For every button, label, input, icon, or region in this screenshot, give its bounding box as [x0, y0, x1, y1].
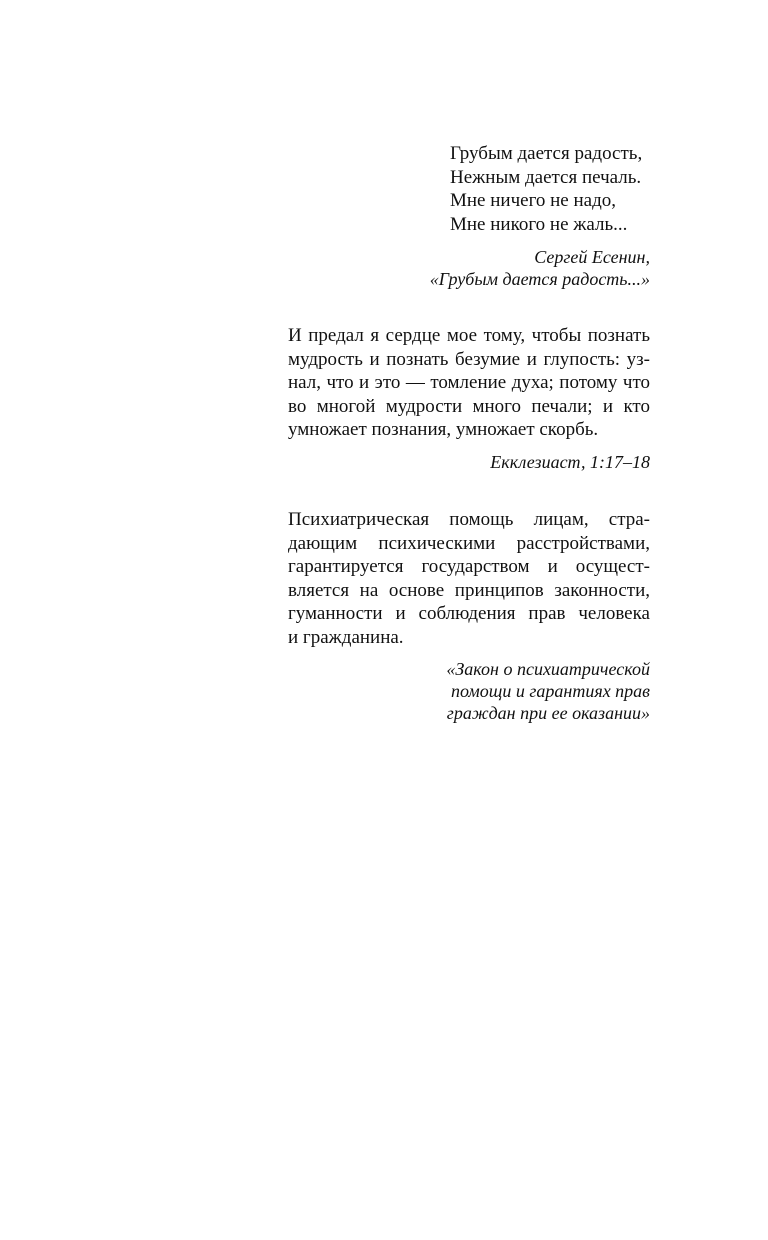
quote-line: нал, что и это — томление духа; потому что	[288, 372, 650, 393]
source-line: граждан при ее оказании»	[446, 703, 650, 723]
epigraph-source	[288, 658, 650, 724]
poem-line: Грубым дается радость,	[450, 143, 643, 164]
quote-text	[288, 508, 650, 649]
quote-line: во многой мудрости много печали; и кто	[288, 395, 650, 417]
source-line: Екклезиаст, 1:17–18	[490, 451, 650, 472]
epigraph-ecclesiastes	[288, 324, 650, 473]
quote-line: И предал я сердце мое тому, чтобы познать	[288, 325, 650, 346]
epigraph-law	[288, 508, 650, 724]
quote-text	[288, 324, 650, 442]
quote-line: мудрость и познать безумие и глупость: уз-	[288, 348, 650, 370]
source-line: «Грубым дается радость...»	[429, 269, 650, 289]
quote-line: гуманности и соблюдения прав человека	[288, 603, 650, 624]
poem-line: Мне ничего не надо,	[450, 190, 617, 211]
quote-line: вляется на основе принципов законности,	[288, 579, 650, 601]
poem-text	[450, 142, 650, 236]
quote-line: гарантируется государством и осущест-	[288, 556, 650, 577]
poem-line: Нежным дается печаль.	[450, 166, 642, 188]
source-line: «Закон о психиатрической	[446, 659, 650, 679]
poem-line: Мне никого не жаль...	[450, 213, 628, 235]
quote-line: умножает познания, умножает скорбь.	[288, 419, 599, 440]
epigraph-source	[288, 451, 650, 473]
source-line: Сергей Есенин,	[534, 247, 650, 267]
epigraph-esenin	[288, 142, 650, 290]
quote-line: Психиатрическая помощь лицам, стра-	[288, 509, 650, 530]
epigraph-source	[288, 246, 650, 290]
quote-line: и гражданина.	[288, 626, 404, 648]
source-line: помощи и гарантиях прав	[450, 681, 650, 701]
quote-line: дающим психическими расстройствами,	[288, 532, 650, 554]
